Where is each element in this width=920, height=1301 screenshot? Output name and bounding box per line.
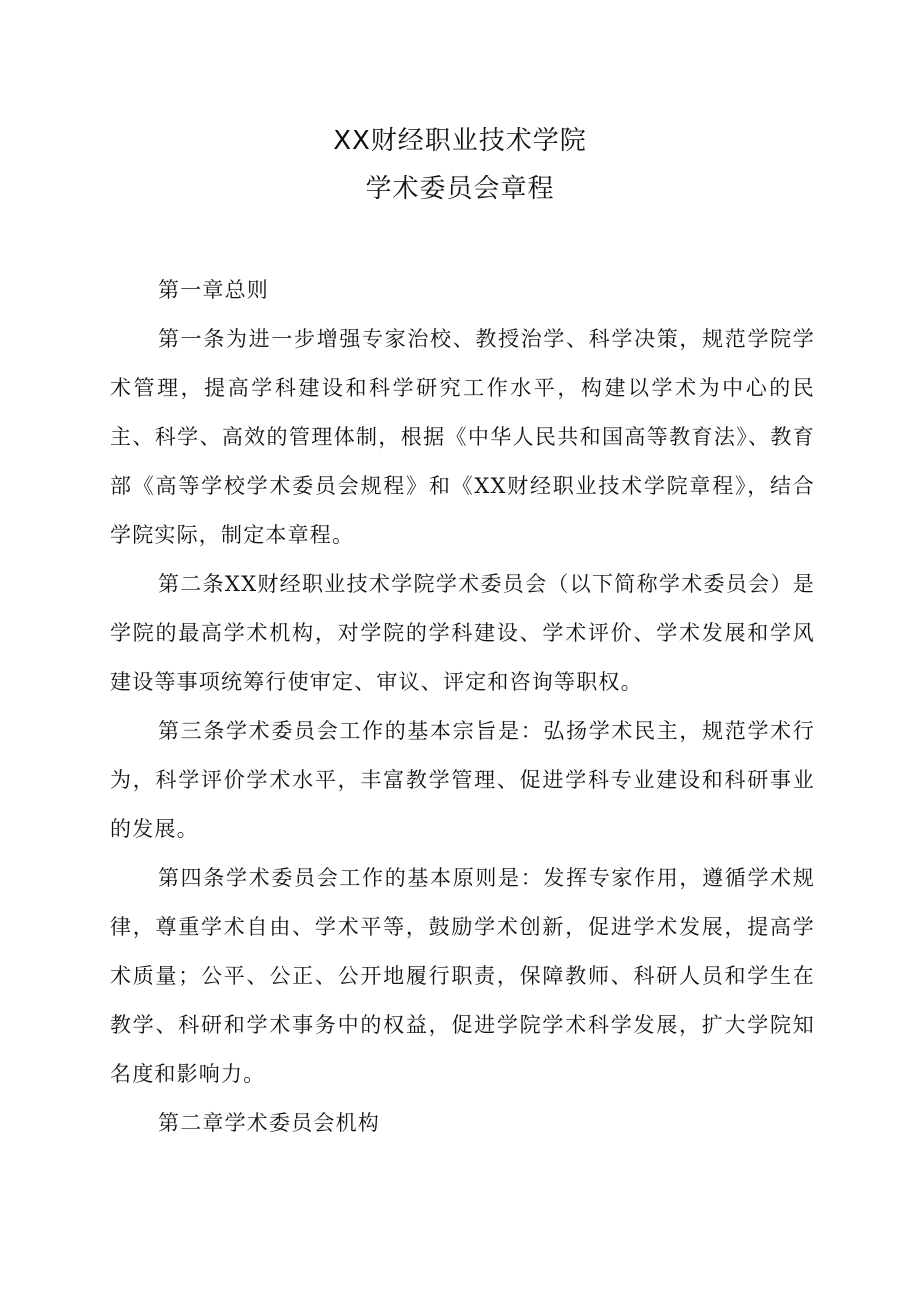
document-subtitle: 学术委员会章程 [365, 174, 555, 204]
chapter-heading: 第二章学术委员会机构 [158, 1111, 380, 1135]
document-body [110, 266, 815, 1148]
document-title: XX财经职业技术学院 [333, 126, 587, 156]
article-paragraph: 第三条学术委员会工作的基本宗旨是：弘扬学术民主，规范学术行为，科学评价学术水平，丰富教学管理、促进学科专业建设和科研事业的发展。 [110, 719, 815, 841]
article-paragraph: 第二条XX财经职业技术学院学术委员会（以下简称学术委员会）是学院的最高学术机构，对学院的学科建设、学术评价、学术发展和学风建设等事项统筹行使审定、审议、评定和咨询等职权。 [110, 572, 815, 694]
article-paragraph: 第四条学术委员会工作的基本原则是：发挥专家作用，遵循学术规律，尊重学术自由、学术平等，鼓励学术创新，促进学术发展，提高学术质量；公平、公正、公开地履行职责，保障教师、科研人员和学生在教学、科研和学术事务中的权益，促进学院学术科学发展，扩大学院知名度和影响力。 [110, 866, 815, 1086]
article-paragraph: 第一条为进一步增强专家治校、教授治学、科学决策，规范学院学术管理，提高学科建设和科学研究工作水平，构建以学术为中心的民主、科学、高效的管理体制，根据《中华人民共和国高等教育法》、教育部《高等学校学术委员会规程》和《XX财经职业技术学院章程》，结合学院实际，制定本章程。 [110, 327, 815, 547]
chapter-heading: 第一章总则 [158, 278, 269, 302]
